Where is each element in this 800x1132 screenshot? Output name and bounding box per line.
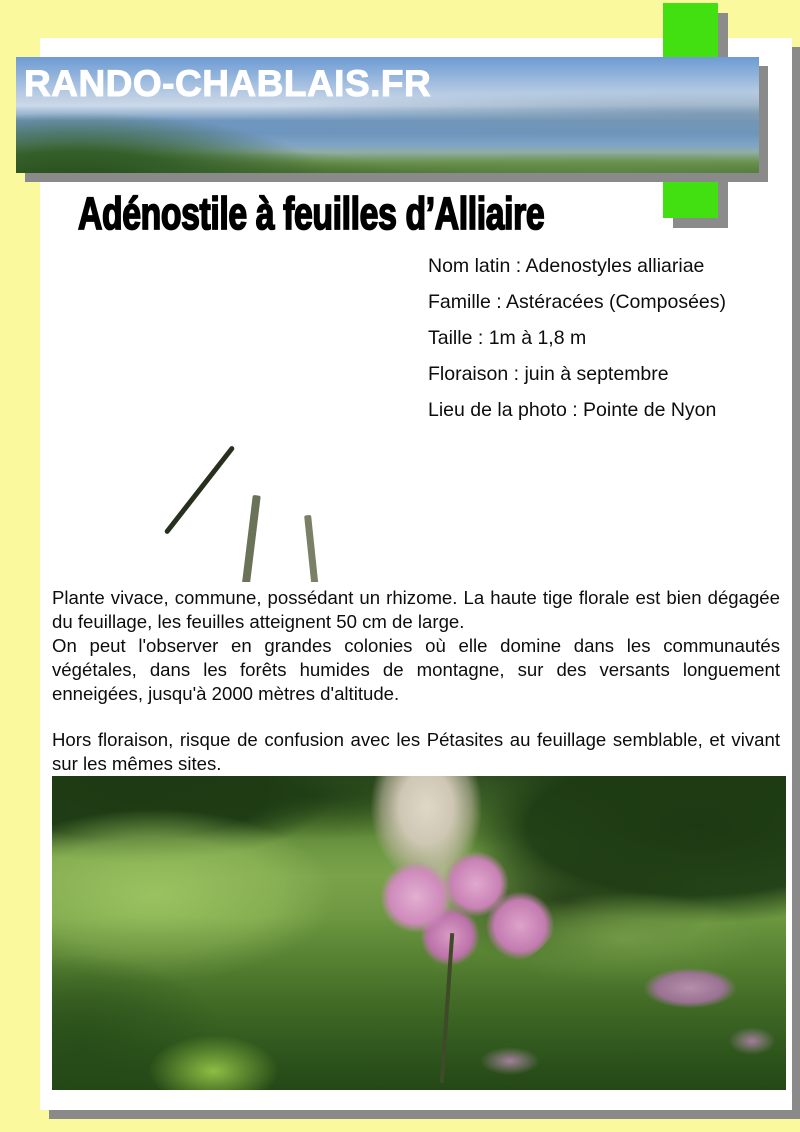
info-line-lieu: Lieu de la photo : Pointe de Nyon [428,399,717,421]
flower-cluster-main [360,845,560,975]
info-list [428,248,778,428]
flower-cluster-small [720,1021,784,1061]
description-paragraph-3: Hors floraison, risque de confusion avec les Pétasites au feuillage semblable, et vivant sur les mêmes sites. [52,729,780,774]
description-paragraph-1: Plante vivace, commune, possédant un rhizome. La haute tige florale est bien dégagée du feuillage, les feuilles atteignent 50 cm de large. [52,587,780,632]
flower-stem [241,495,261,582]
page-title: Adénostile à feuilles d’Alliaire [78,188,545,239]
flower-cluster-small [470,1040,550,1082]
info-line-famille: Famille : Astéracées (Composées) [428,291,727,313]
landscape-photo [52,776,786,1090]
info-line-taille: Taille : 1m à 1,8 m [428,327,587,349]
description-paragraph-2: On peut l'observer en grandes colonies où elle domine dans les communautés végétales, dans les forêts humides de montagne, sur des versants longuement enneigées, jusqu'à 2000 mètres d'altitude. [52,635,780,704]
site-title: RANDO-CHABLAIS.FR [24,63,432,104]
banner-photo [16,57,759,173]
description-text [52,586,780,776]
flower-cluster-small [625,958,755,1018]
flower-photo [69,249,405,582]
info-line-nom-latin: Nom latin : Adenostyles alliariae [428,255,705,277]
flower-branch [163,446,235,536]
info-line-floraison: Floraison : juin à septembre [428,363,669,385]
flower-stem [304,515,319,582]
